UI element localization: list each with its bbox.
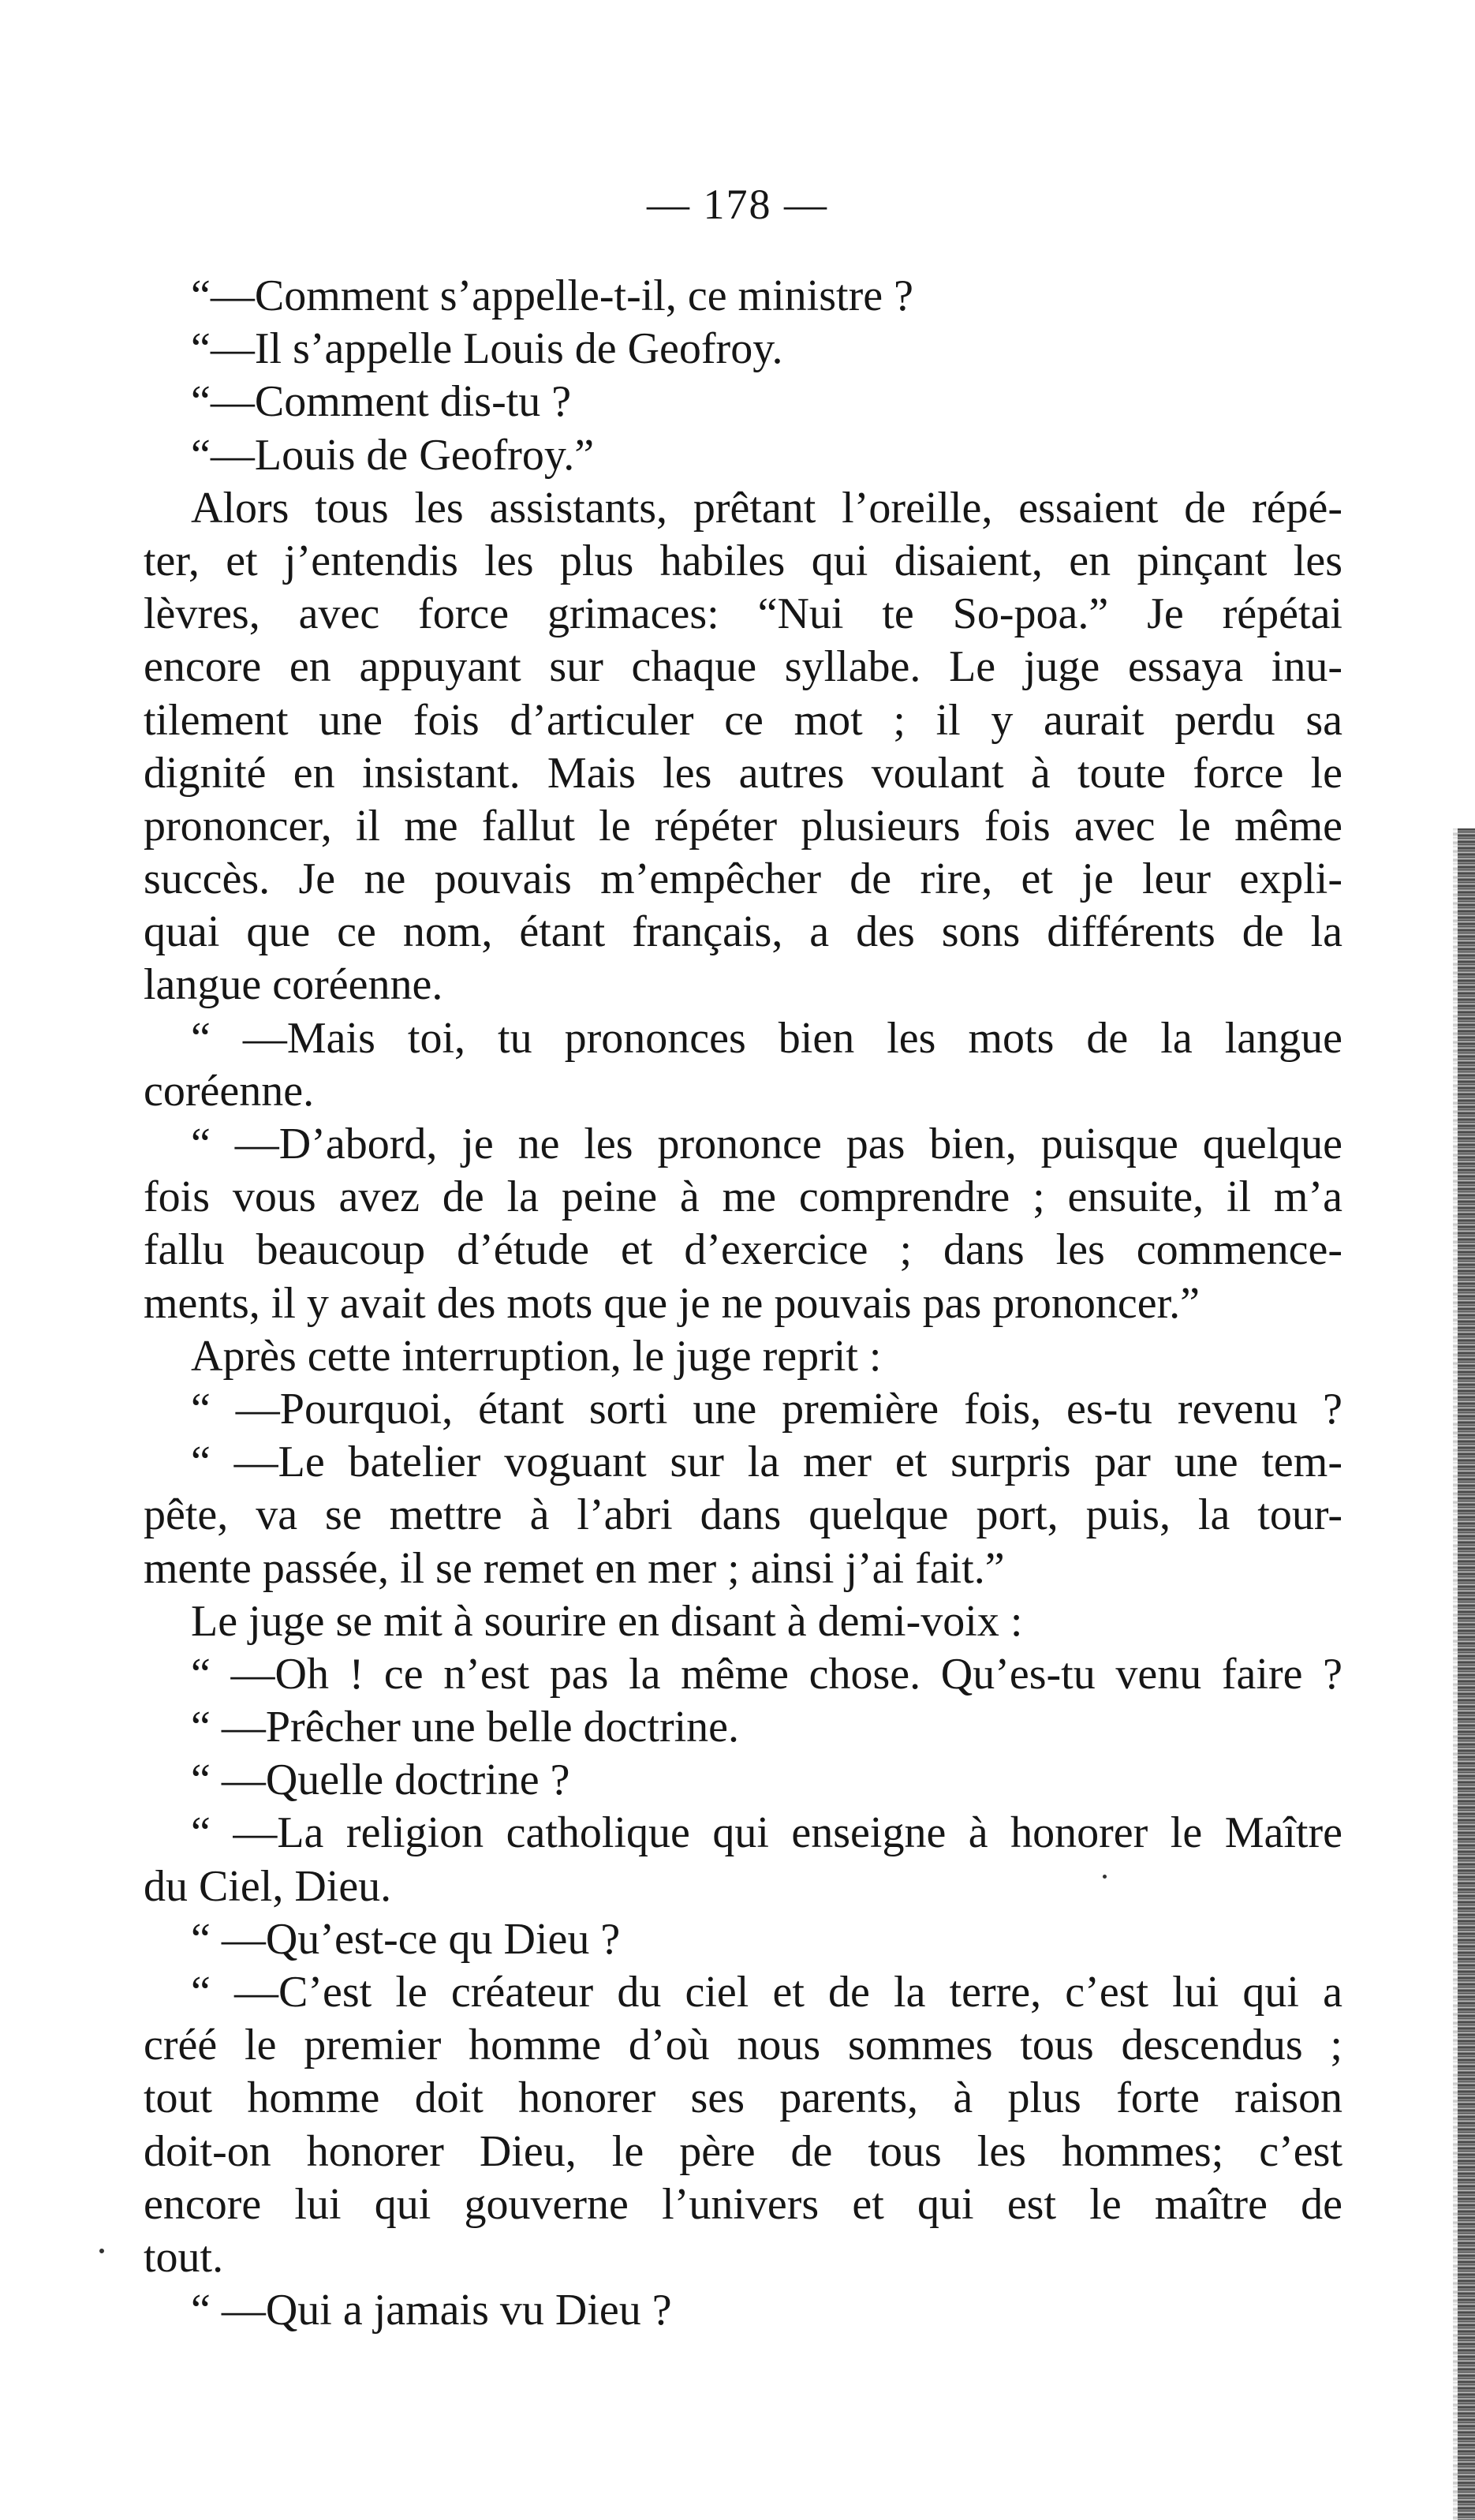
text-line: fallu beaucoup d’étude et d’exercice ; dans les commence- (144, 1225, 1342, 1275)
text-line: encore en appuyant sur chaque syllabe. Le juge essaya inu- (144, 642, 1342, 692)
text-line: tout homme doit honorer ses parents, à plus forte raison (144, 2073, 1342, 2123)
margin-speck (1103, 1875, 1107, 1879)
text-line: lèvres, avec force grimaces: “Nui te So-poa.” Je répétai (144, 589, 1342, 639)
text-line: prononcer, il me fallut le répéter plusieurs fois avec le même (144, 801, 1342, 851)
text-line: doit-on honorer Dieu, le père de tous les hommes; c’est (144, 2126, 1342, 2176)
text-line: “ —Oh ! ce n’est pas la même chose. Qu’es-tu venu faire ? (191, 1649, 1342, 1699)
text-line: “ —Pourquoi, étant sorti une première fois, es-tu revenu ? (191, 1384, 1342, 1434)
text-line: du Ciel, Dieu. (144, 1861, 392, 1911)
text-line: “ —Mais toi, tu prononces bien les mots de la langue (191, 1013, 1342, 1063)
page-number: — 178 — (647, 181, 828, 228)
text-line: ter, et j’entendis les plus habiles qui disaient, en pinçant les (144, 536, 1342, 585)
text-line: “ —Le batelier voguant sur la mer et surpris par une tem- (191, 1438, 1342, 1487)
text-line: “—Il s’appelle Louis de Geofroy. (191, 324, 783, 374)
text-line: “ —Qui a jamais vu Dieu ? (191, 2286, 672, 2335)
text-line: “ —La religion catholique qui enseigne à honorer le Maître (191, 1808, 1342, 1858)
text-line: Après cette interruption, le juge reprit : (191, 1331, 882, 1381)
text-line: ments, il y avait des mots que je ne pouvais pas prononcer.” (144, 1278, 1201, 1328)
text-line: “ —Quelle doctrine ? (191, 1755, 570, 1805)
body-text (144, 270, 1342, 2337)
text-line: créé le premier homme d’où nous sommes tous descendus ; (144, 2021, 1342, 2070)
text-line: “ —Qu’est-ce qu Dieu ? (191, 1914, 621, 1964)
text-line: Le juge se mit à sourire en disant à demi-voix : (191, 1596, 1023, 1646)
text-line: Alors tous les assistants, prêtant l’oreille, essaient de répé- (191, 483, 1342, 533)
text-line: “—Louis de Geofroy.” (191, 430, 595, 480)
margin-speck (99, 2249, 104, 2253)
text-line: “—Comment dis-tu ? (191, 377, 572, 427)
scanned-page-edge (1458, 828, 1475, 2520)
text-line: tout. (144, 2232, 224, 2282)
text-line: langue coréenne. (144, 960, 443, 1010)
text-line: dignité en insistant. Mais les autres voulant à toute force le (144, 748, 1342, 798)
text-line: coréenne. (144, 1066, 315, 1116)
text-line: “ —C’est le créateur du ciel et de la terre, c’est lui qui a (191, 1968, 1342, 2017)
text-line: “—Comment s’appelle-t-il, ce ministre ? (191, 271, 913, 320)
text-line: encore lui qui gouverne l’univers et qui est le maître de (144, 2179, 1342, 2229)
text-line: “ —Prêcher une belle doctrine. (191, 1703, 740, 1752)
text-line: tilement une fois d’articuler ce mot ; il y aurait perdu sa (144, 695, 1342, 745)
text-line: “ —D’abord, je ne les prononce pas bien, puisque quelque (191, 1120, 1342, 1168)
text-line: succès. Je ne pouvais m’empêcher de rire, et je leur expli- (144, 854, 1342, 904)
text-line: pête, va se mettre à l’abri dans quelque port, puis, la tour- (144, 1490, 1342, 1540)
text-line: quai que ce nom, étant français, a des sons différents de la (144, 907, 1342, 957)
text-line: fois vous avez de la peine à me comprendre ; ensuite, il m’a (144, 1172, 1342, 1222)
text-line: mente passée, il se remet en mer ; ainsi j’ai fait.” (144, 1543, 1005, 1593)
